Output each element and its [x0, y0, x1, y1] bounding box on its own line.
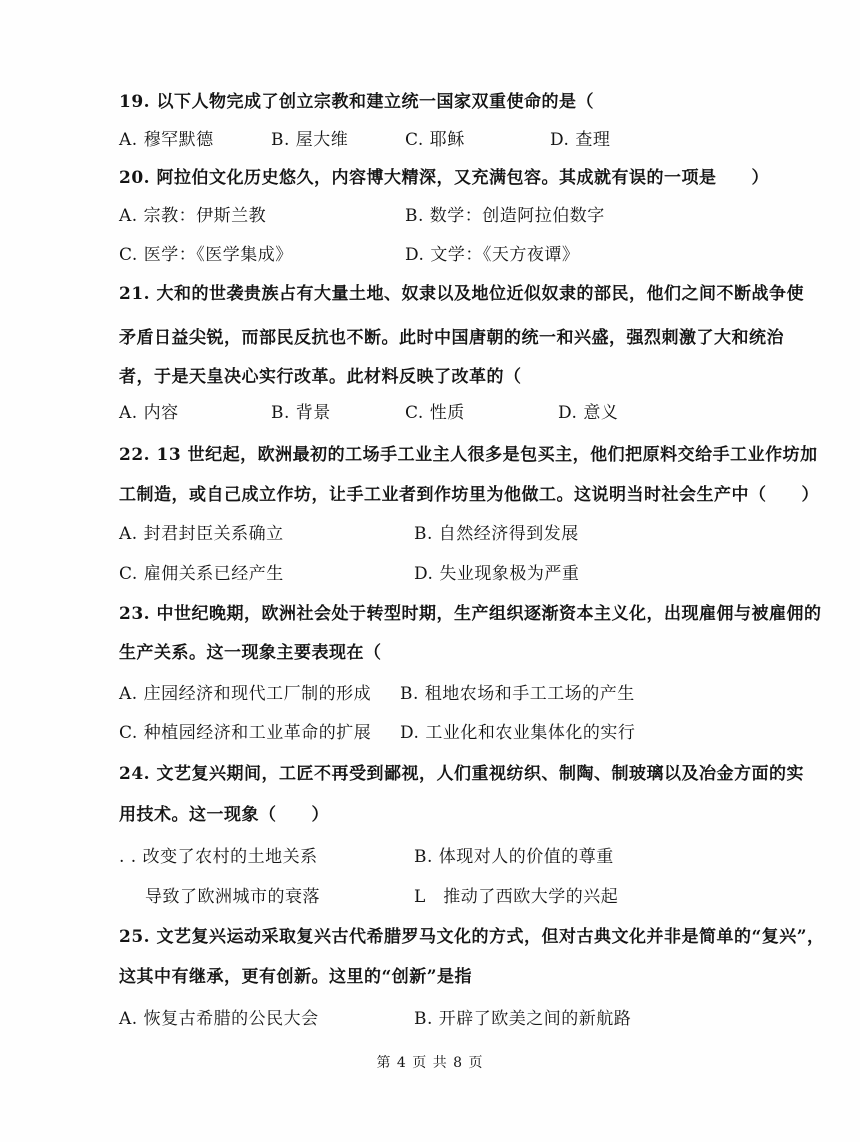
question-24-option-a: . . 改变了农村的土地关系 [119, 847, 318, 867]
question-25-option-b: B. 开辟了欧美之间的新航路 [414, 1009, 632, 1029]
question-21-option-b: B. 背景 [271, 403, 331, 423]
question-19-option-b: B. 屋大维 [271, 130, 349, 150]
question-19-option-d: D. 查理 [550, 130, 611, 150]
question-23-option-a: A. 庄园经济和现代工厂制的形成 [119, 684, 372, 704]
question-22-option-c: C. 雇佣关系已经产生 [119, 564, 284, 584]
question-21-stem-line-1: 21. 大和的世袭贵族占有大量土地、奴隶以及地位近似奴隶的部民，他们之间不断战争使 [119, 284, 804, 304]
question-22-stem-line-1: 22. 13 世纪起，欧洲最初的工场手工业主人很多是包买主，他们把原料交给手工业作坊加 [119, 445, 818, 465]
question-21-stem-line-3: 者，于是天皇决心实行改革。此材料反映了改革的（ [119, 367, 522, 387]
question-21-stem-line-2: 矛盾日益尖锐，而部民反抗也不断。此时中国唐朝的统一和兴盛，强烈刺激了大和统治 [119, 328, 784, 348]
question-25-option-a: A. 恢复古希腊的公民大会 [119, 1009, 319, 1029]
question-23-option-c: C. 种植园经济和工业革命的扩展 [119, 723, 372, 743]
question-25-stem-line-1: 25. 文艺复兴运动采取复兴古代希腊罗马文化的方式，但对古典文化并非是简单的“复兴”， [119, 927, 825, 947]
page-footer: 第 4 页 共 8 页 [376, 1055, 484, 1071]
question-23-stem-line-2: 生产关系。这一现象主要表现在（ [119, 643, 382, 663]
question-22-option-d: D. 失业现象极为严重 [414, 564, 580, 584]
question-24-stem-line-1: 24. 文艺复兴期间，工匠不再受到鄙视，人们重视纺织、制陶、制玻璃以及冶金方面的实 [119, 764, 804, 784]
question-23-option-b: B. 租地农场和手工工场的产生 [400, 684, 635, 704]
question-19-option-a: A. 穆罕默德 [119, 130, 214, 150]
question-22-option-a: A. 封君封臣关系确立 [119, 524, 284, 544]
question-24-option-b: B. 体现对人的价值的尊重 [414, 847, 614, 867]
question-20-option-a: A. 宗教：伊斯兰教 [119, 206, 267, 226]
question-24-option-d: L 推动了西欧大学的兴起 [414, 887, 619, 907]
question-25-stem-line-2: 这其中有继承，更有创新。这里的“创新”是指 [119, 967, 473, 987]
question-19-stem: 19. 以下人物完成了创立宗教和建立统一国家双重使命的是（ [119, 92, 594, 112]
question-21-option-d: D. 意义 [558, 403, 619, 423]
question-23-stem-line-1: 23. 中世纪晚期，欧洲社会处于转型时期，生产组织逐渐资本主义化，出现雇佣与被雇佣的 [119, 604, 822, 624]
question-20-option-c: C. 医学：《医学集成》 [119, 245, 293, 265]
question-21-option-c: C. 性质 [405, 403, 465, 423]
question-24-option-c: 导致了欧洲城市的衰落 [145, 887, 320, 907]
question-22-stem-line-2: 工制造，或自己成立作坊，让手工业者到作坊里为他做工。这说明当时社会生产中（ ） [119, 485, 819, 505]
question-20-option-d: D. 文学：《天方夜谭》 [405, 245, 580, 265]
question-21-option-a: A. 内容 [119, 403, 179, 423]
question-20-stem: 20. 阿拉伯文化历史悠久，内容博大精深，又充满包容。其成就有误的一项是 ） [119, 168, 769, 188]
question-22-option-b: B. 自然经济得到发展 [414, 524, 579, 544]
question-19-option-c: C. 耶稣 [405, 130, 465, 150]
question-23-option-d: D. 工业化和农业集体化的实行 [400, 723, 636, 743]
question-24-stem-line-2: 用技术。这一现象（ ） [119, 805, 329, 825]
question-20-option-b: B. 数学：创造阿拉伯数字 [405, 206, 605, 226]
